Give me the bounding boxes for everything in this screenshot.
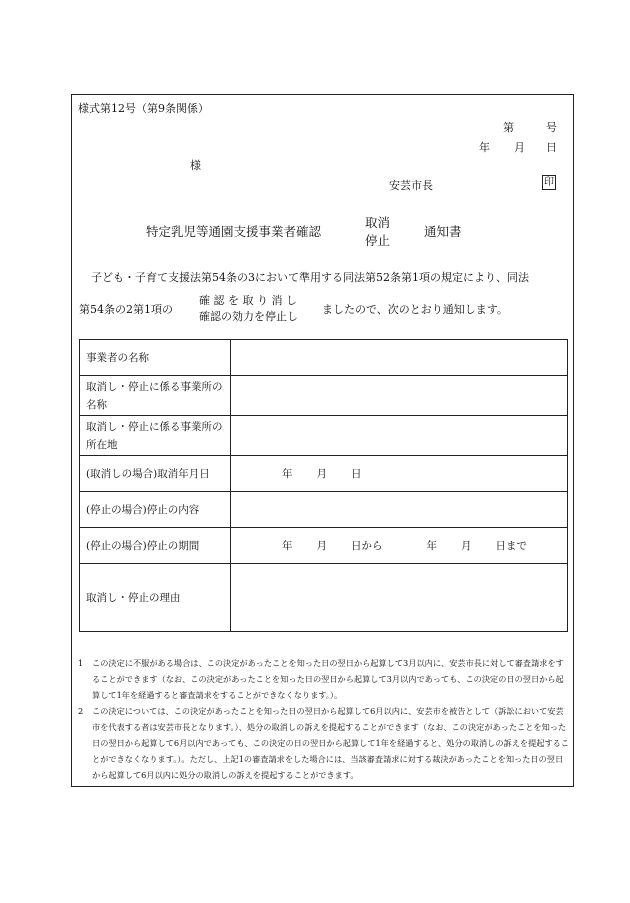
note-item [78, 655, 570, 703]
value-suspension-content [231, 492, 568, 528]
body-line-1: 子ども・子育て支援法第54条の3において準用する同法第52条第1項の規定により、同法 [91, 271, 529, 284]
label-facility-name: 取消し・停止に係る事業所の名称 [80, 376, 231, 416]
period-start-year: 年 [282, 539, 293, 552]
cancel-date-month: 月 [316, 467, 327, 480]
period-end-month: 月 [461, 539, 472, 552]
seal-mark: 印 [544, 177, 554, 188]
value-facility-address [231, 416, 568, 456]
label-suspension-period: (停止の場合)停止の期間 [80, 528, 231, 564]
label-cancel-date: (取消しの場合)取消年月日 [80, 456, 231, 492]
date-year: 年 [479, 141, 490, 154]
appeal-notes [78, 655, 570, 783]
note-number: 1 [78, 658, 84, 668]
body-line-2-suffix: ましたので、次のとおり通知します。 [322, 303, 508, 316]
note-text: この決定に不服がある場合は、この決定があったことを知った日の翌日から起算して3月以内に、安芸市長に対して審査請求をすることができます（なお、この決定があったことを知った日の翌日から起算して3月以内であっても、この決定の日の翌日から起算して1年を経過すると審査請求をすることができなくなります。）。 [92, 658, 564, 700]
label-reason: 取消し・停止の理由 [80, 564, 231, 632]
label-facility-address: 取消し・停止に係る事業所の所在地 [80, 416, 231, 456]
cancel-date-year: 年 [282, 467, 293, 480]
body-option-cancel: 確 認 を 取 り 消 し [199, 294, 297, 307]
value-facility-name [231, 376, 568, 416]
note-text: この決定については、この決定があったことを知った日の翌日から起算して6月以内に、安芸市を被告として（訴訟において安芸市を代表する者は安芸市長となります。）、処分の取消しの訴えを提起することができます（なお、この決定があったことを知った日の翌日から起算して6月以内であっても、この決定の日の翌日から起算して1年を経過すると、処分の取消しの訴えを提起することができなくなります。）。ただし、上記1の審査請求をした場合には、当該審査請求に対する裁決があったことを知った日の翌日から起算して6月以内に処分の取消しの訴えを提起することができます。 [92, 706, 570, 780]
table-row [80, 492, 568, 528]
table-row [80, 564, 568, 632]
notice-table [79, 339, 568, 632]
table-row [80, 340, 568, 376]
period-start-day: 日から [351, 539, 383, 552]
table-row [80, 456, 568, 492]
period-end-year: 年 [426, 539, 437, 552]
title-suffix: 通知書 [424, 224, 462, 239]
table-row [80, 376, 568, 416]
cancel-date-day: 日 [351, 467, 362, 480]
label-suspension-content: (停止の場合)停止の内容 [80, 492, 231, 528]
label-business-name: 事業者の名称 [80, 340, 231, 376]
number-dai: 第 [503, 121, 514, 134]
body-line-2-prefix: 第54条の2第1項の [79, 303, 173, 316]
date-day: 日 [546, 141, 557, 154]
body-option-suspend: 確認の効力を停止し [199, 310, 298, 323]
addressee-honorific: 様 [190, 159, 201, 172]
table-row [80, 416, 568, 456]
value-business-name [231, 340, 568, 376]
title-main: 特定乳児等通園支援事業者確認 [146, 224, 322, 239]
period-start-month: 月 [316, 539, 327, 552]
value-reason [231, 564, 568, 632]
period-end-day: 日まで [495, 539, 527, 552]
value-suspension-period [231, 528, 568, 564]
table-row [80, 528, 568, 564]
date-month: 月 [514, 141, 525, 154]
title-option-cancel: 取消 [365, 215, 391, 230]
title-option-suspend: 停止 [365, 233, 391, 248]
note-number: 2 [78, 706, 84, 716]
number-go: 号 [546, 121, 557, 134]
form-number: 様式第12号（第9条関係） [78, 102, 209, 115]
issuer: 安芸市長 [389, 179, 433, 192]
note-item [78, 703, 570, 783]
value-cancel-date [231, 456, 568, 492]
